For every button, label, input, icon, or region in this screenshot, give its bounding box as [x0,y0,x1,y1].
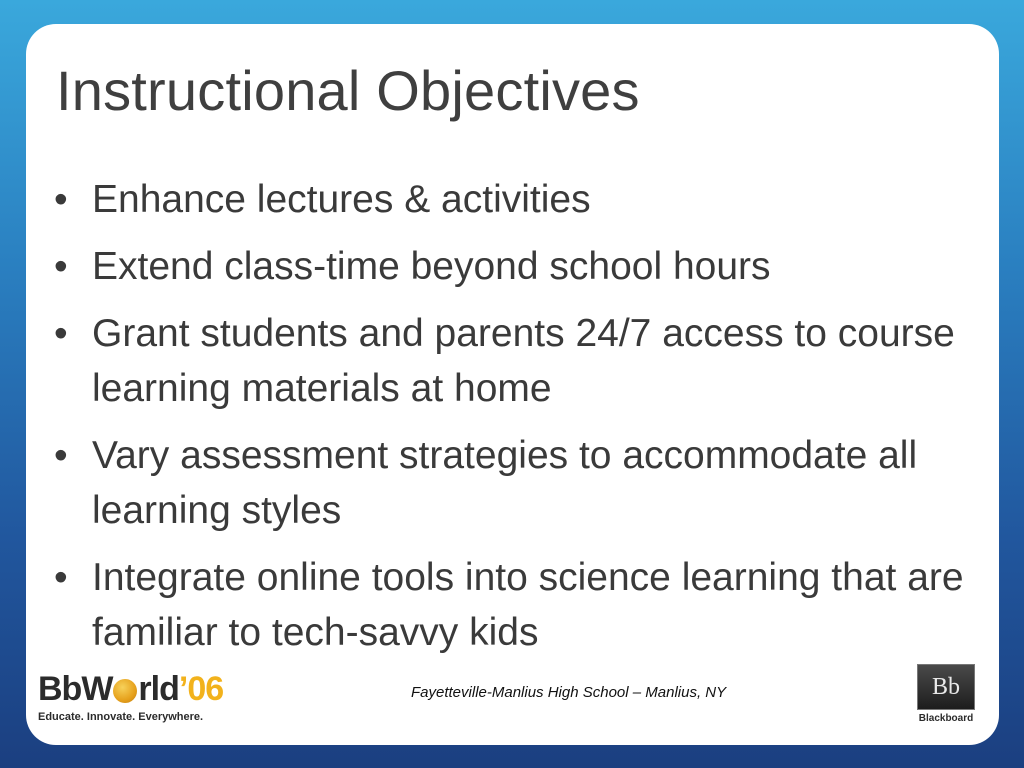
bullet-item [54,428,984,538]
bullet-marker: • [54,178,68,221]
blackboard-label: Blackboard [918,713,974,724]
footer-caption: Fayetteville-Manlius High School – Manlius, NY [411,684,727,701]
bbworld-tagline: Educate. Innovate. Everywhere. [38,711,204,723]
bullet-marker: • [54,312,68,355]
slide-title: Instructional Objectives [56,59,640,122]
bullet-marker: • [54,556,68,599]
bbworld-logo-text: BbW [38,669,113,708]
bullet-marker: • [54,245,68,288]
bbworld-logo [38,669,223,723]
blackboard-logo-icon: Bb [917,664,975,710]
bullet-item [54,172,984,227]
bullet-text: Enhance lectures & activities [92,178,591,221]
bullet-item [54,239,984,294]
globe-icon [113,679,137,703]
bullet-list [54,172,984,672]
slide-panel [26,24,999,745]
bullet-item [54,550,984,660]
bullet-text: Grant students and parents 24/7 access to course learning materials at home [92,312,955,410]
bullet-text: Extend class-time beyond school hours [92,245,771,288]
bullet-text: Integrate online tools into science learning that are familiar to tech-savvy kids [92,556,964,654]
bullet-marker: • [54,434,68,477]
bbworld-year: ’06 [178,669,224,708]
bullet-text: Vary assessment strategies to accommodate all learning styles [92,434,918,532]
bbworld-logo-text-end: rld [138,669,179,708]
bullet-item [54,306,984,416]
blackboard-logo [911,664,981,724]
